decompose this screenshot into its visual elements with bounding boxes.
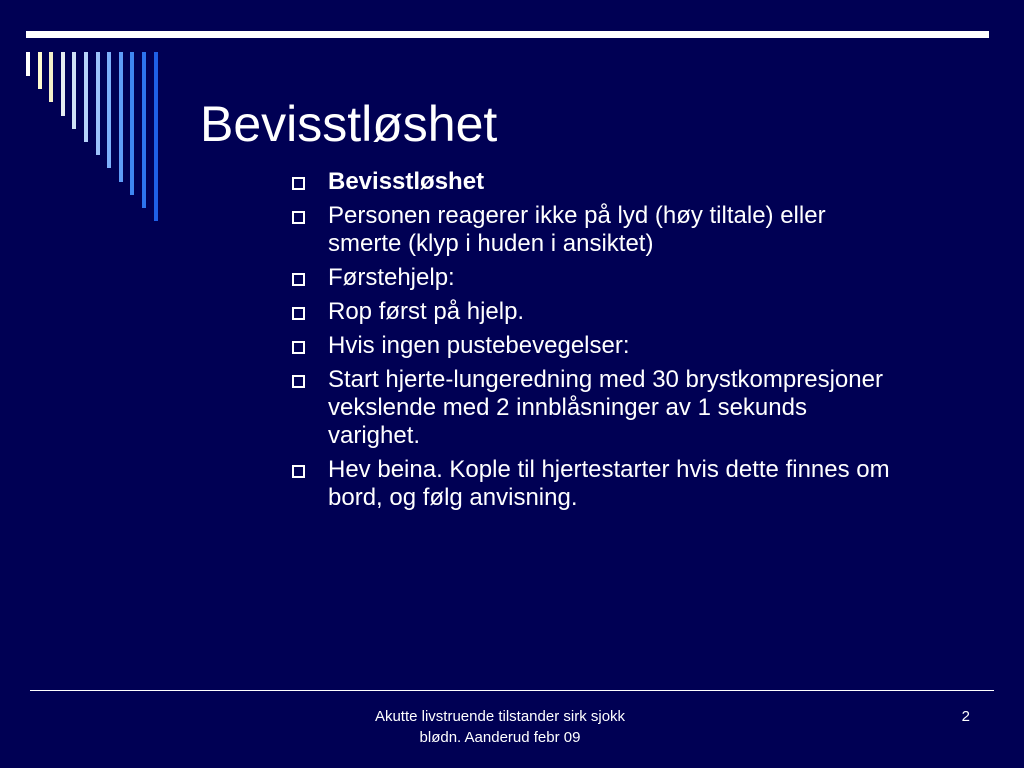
decorative-stripe xyxy=(96,52,100,155)
square-bullet-icon xyxy=(292,273,305,286)
square-bullet-icon xyxy=(292,177,305,190)
footer-line-2: blødn. Aanderud febr 09 xyxy=(419,729,581,746)
bullet-text: Førstehjelp: xyxy=(328,264,455,291)
decorative-stripes xyxy=(0,0,180,220)
bullet-item xyxy=(290,264,890,292)
decorative-stripe xyxy=(84,52,88,142)
decorative-stripe xyxy=(72,52,76,129)
decorative-stripe xyxy=(154,52,158,221)
square-bullet-icon xyxy=(292,307,305,320)
decorative-stripe xyxy=(107,52,111,168)
bullet-item xyxy=(290,168,890,196)
decorative-stripe xyxy=(38,52,42,89)
decorative-stripe xyxy=(119,52,123,182)
decorative-stripe xyxy=(61,52,65,116)
square-bullet-icon xyxy=(292,211,305,224)
bullet-item xyxy=(290,332,890,360)
bullet-text: Rop først på hjelp. xyxy=(328,298,525,325)
bullet-text: Hvis ingen pustebevegelser: xyxy=(328,332,630,359)
square-bullet-icon xyxy=(292,375,305,388)
bullet-text: Bevisstløshet xyxy=(328,168,485,195)
bullet-text: Hev beina. Kople til hjertestarter hvis dette finnes om bord, og følg anvisning. xyxy=(328,456,890,511)
bullet-item xyxy=(290,298,890,326)
bullet-list xyxy=(290,168,890,518)
bullet-text: Personen reagerer ikke på lyd (høy tiltale) eller smerte (klyp i huden i ansiktet) xyxy=(328,202,826,257)
footer-text xyxy=(290,706,710,748)
decorative-stripe xyxy=(49,52,53,102)
decorative-stripe xyxy=(130,52,134,195)
page-number: 2 xyxy=(961,708,970,725)
slide-title: Bevisstløshet xyxy=(200,96,498,152)
bullet-text: Start hjerte-lungeredning med 30 brystkompresjoner vekslende med 2 innblåsninger av 1 sekunds varighet. xyxy=(328,366,883,449)
bullet-item xyxy=(290,456,890,512)
square-bullet-icon xyxy=(292,465,305,478)
decorative-stripe xyxy=(26,52,30,76)
square-bullet-icon xyxy=(292,341,305,354)
bottom-rule xyxy=(30,690,994,691)
bullet-item xyxy=(290,202,890,258)
footer-line-1: Akutte livstruende tilstander sirk sjokk xyxy=(374,708,626,725)
decorative-stripe xyxy=(142,52,146,208)
bullet-item xyxy=(290,366,890,450)
